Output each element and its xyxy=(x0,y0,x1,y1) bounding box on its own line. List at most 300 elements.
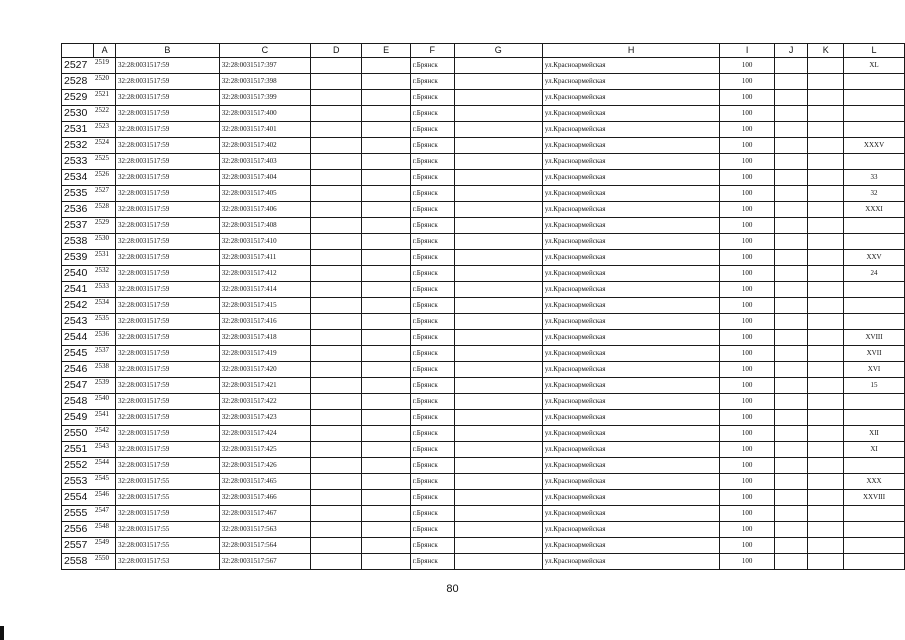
row-number: 2534 xyxy=(62,170,94,186)
cell-i: 100 xyxy=(720,122,774,138)
cell-l xyxy=(844,122,905,138)
table-row xyxy=(62,474,905,490)
cell-h: ул.Красноармейская xyxy=(542,138,720,154)
cell-j xyxy=(774,186,808,202)
cell-f: г.Брянск xyxy=(410,442,454,458)
cell-h: ул.Красноармейская xyxy=(542,282,720,298)
cell-k xyxy=(808,538,844,554)
cell-i: 100 xyxy=(720,282,774,298)
cell-k xyxy=(808,442,844,458)
cell-h: ул.Красноармейская xyxy=(542,554,720,570)
table-row xyxy=(62,74,905,90)
cell-l xyxy=(844,218,905,234)
cell-f: г.Брянск xyxy=(410,298,454,314)
header-column-c: C xyxy=(219,44,310,58)
row-number: 2542 xyxy=(62,298,94,314)
table-row xyxy=(62,506,905,522)
cell-f: г.Брянск xyxy=(410,330,454,346)
table-row xyxy=(62,282,905,298)
cell-a: 2548 xyxy=(94,522,116,538)
cell-l xyxy=(844,538,905,554)
row-number: 2529 xyxy=(62,90,94,106)
cell-h: ул.Красноармейская xyxy=(542,90,720,106)
cell-a: 2524 xyxy=(94,138,116,154)
cell-f: г.Брянск xyxy=(410,74,454,90)
cell-d xyxy=(311,106,362,122)
cell-e xyxy=(362,474,411,490)
cell-j xyxy=(774,154,808,170)
cell-i: 100 xyxy=(720,506,774,522)
cell-j xyxy=(774,330,808,346)
row-number: 2546 xyxy=(62,362,94,378)
cell-l xyxy=(844,554,905,570)
cell-h: ул.Красноармейская xyxy=(542,154,720,170)
cell-c: 32:28:0031517:418 xyxy=(219,330,310,346)
cell-l: XXX xyxy=(844,474,905,490)
cell-i: 100 xyxy=(720,106,774,122)
cell-f: г.Брянск xyxy=(410,538,454,554)
cell-l: 15 xyxy=(844,378,905,394)
cell-d xyxy=(311,154,362,170)
header-column-k: K xyxy=(808,44,844,58)
cell-a: 2544 xyxy=(94,458,116,474)
cell-h: ул.Красноармейская xyxy=(542,298,720,314)
cell-l xyxy=(844,522,905,538)
table-row xyxy=(62,202,905,218)
cell-c: 32:28:0031517:412 xyxy=(219,266,310,282)
cell-j xyxy=(774,378,808,394)
cell-b: 32:28:0031517:59 xyxy=(115,138,219,154)
cell-a: 2547 xyxy=(94,506,116,522)
cell-k xyxy=(808,458,844,474)
table-row xyxy=(62,378,905,394)
cell-k xyxy=(808,106,844,122)
cell-c: 32:28:0031517:466 xyxy=(219,490,310,506)
cell-e xyxy=(362,186,411,202)
cell-j xyxy=(774,346,808,362)
cell-c: 32:28:0031517:410 xyxy=(219,234,310,250)
cell-a: 2532 xyxy=(94,266,116,282)
cell-a: 2530 xyxy=(94,234,116,250)
row-number: 2557 xyxy=(62,538,94,554)
cell-f: г.Брянск xyxy=(410,218,454,234)
cell-f: г.Брянск xyxy=(410,170,454,186)
cell-g xyxy=(454,250,542,266)
cell-b: 32:28:0031517:59 xyxy=(115,154,219,170)
cell-a: 2538 xyxy=(94,362,116,378)
cell-i: 100 xyxy=(720,394,774,410)
table-row xyxy=(62,58,905,74)
cell-k xyxy=(808,426,844,442)
cell-g xyxy=(454,314,542,330)
cell-i: 100 xyxy=(720,90,774,106)
cell-k xyxy=(808,186,844,202)
cell-d xyxy=(311,250,362,266)
cell-j xyxy=(774,266,808,282)
header-column-i: I xyxy=(720,44,774,58)
cell-g xyxy=(454,442,542,458)
cell-g xyxy=(454,346,542,362)
row-number: 2547 xyxy=(62,378,94,394)
table-row xyxy=(62,266,905,282)
cell-k xyxy=(808,410,844,426)
table-row xyxy=(62,346,905,362)
cell-i: 100 xyxy=(720,58,774,74)
cell-e xyxy=(362,138,411,154)
cell-j xyxy=(774,74,808,90)
cell-d xyxy=(311,442,362,458)
row-number: 2545 xyxy=(62,346,94,362)
cell-l: XII xyxy=(844,426,905,442)
cell-i: 100 xyxy=(720,330,774,346)
table-row xyxy=(62,522,905,538)
table-row xyxy=(62,554,905,570)
cell-g xyxy=(454,106,542,122)
row-number: 2549 xyxy=(62,410,94,426)
cell-j xyxy=(774,442,808,458)
cell-f: г.Брянск xyxy=(410,314,454,330)
cell-g xyxy=(454,90,542,106)
cell-b: 32:28:0031517:55 xyxy=(115,490,219,506)
cell-j xyxy=(774,218,808,234)
cell-l xyxy=(844,90,905,106)
cell-h: ул.Красноармейская xyxy=(542,266,720,282)
cell-j xyxy=(774,362,808,378)
cell-h: ул.Красноармейская xyxy=(542,410,720,426)
table-row xyxy=(62,186,905,202)
cell-j xyxy=(774,554,808,570)
cell-e xyxy=(362,250,411,266)
cell-g xyxy=(454,506,542,522)
cell-f: г.Брянск xyxy=(410,394,454,410)
table-row xyxy=(62,154,905,170)
row-number: 2531 xyxy=(62,122,94,138)
cell-c: 32:28:0031517:399 xyxy=(219,90,310,106)
cell-l: XXXV xyxy=(844,138,905,154)
cell-b: 32:28:0031517:59 xyxy=(115,314,219,330)
row-number: 2543 xyxy=(62,314,94,330)
cell-h: ул.Красноармейская xyxy=(542,250,720,266)
cell-h: ул.Красноармейская xyxy=(542,346,720,362)
cell-b: 32:28:0031517:59 xyxy=(115,426,219,442)
cell-f: г.Брянск xyxy=(410,378,454,394)
cell-h: ул.Красноармейская xyxy=(542,362,720,378)
cell-l xyxy=(844,314,905,330)
cell-j xyxy=(774,298,808,314)
cell-f: г.Брянск xyxy=(410,122,454,138)
cell-l xyxy=(844,506,905,522)
cell-j xyxy=(774,138,808,154)
cell-c: 32:28:0031517:564 xyxy=(219,538,310,554)
table-row xyxy=(62,442,905,458)
cell-l: 32 xyxy=(844,186,905,202)
table-row xyxy=(62,122,905,138)
cell-j xyxy=(774,394,808,410)
row-number: 2533 xyxy=(62,154,94,170)
cell-i: 100 xyxy=(720,378,774,394)
cell-b: 32:28:0031517:59 xyxy=(115,202,219,218)
cell-c: 32:28:0031517:406 xyxy=(219,202,310,218)
cell-a: 2523 xyxy=(94,122,116,138)
cell-h: ул.Красноармейская xyxy=(542,218,720,234)
row-number: 2537 xyxy=(62,218,94,234)
cell-g xyxy=(454,266,542,282)
cell-c: 32:28:0031517:425 xyxy=(219,442,310,458)
cell-f: г.Брянск xyxy=(410,154,454,170)
cell-c: 32:28:0031517:421 xyxy=(219,378,310,394)
cell-j xyxy=(774,202,808,218)
cell-b: 32:28:0031517:59 xyxy=(115,58,219,74)
cell-e xyxy=(362,394,411,410)
cell-a: 2546 xyxy=(94,490,116,506)
cell-h: ул.Красноармейская xyxy=(542,122,720,138)
cell-i: 100 xyxy=(720,250,774,266)
cell-j xyxy=(774,410,808,426)
cell-j xyxy=(774,106,808,122)
row-number: 2539 xyxy=(62,250,94,266)
table-row xyxy=(62,218,905,234)
cell-j xyxy=(774,250,808,266)
table-row xyxy=(62,394,905,410)
header-column-e: E xyxy=(362,44,411,58)
cell-h: ул.Красноармейская xyxy=(542,378,720,394)
cell-i: 100 xyxy=(720,138,774,154)
cell-a: 2541 xyxy=(94,410,116,426)
cell-d xyxy=(311,522,362,538)
cell-l: XXXI xyxy=(844,202,905,218)
cell-g xyxy=(454,394,542,410)
table-row xyxy=(62,314,905,330)
cell-h: ул.Красноармейская xyxy=(542,426,720,442)
cell-d xyxy=(311,74,362,90)
row-number: 2556 xyxy=(62,522,94,538)
cell-j xyxy=(774,282,808,298)
row-number: 2538 xyxy=(62,234,94,250)
cell-d xyxy=(311,474,362,490)
cell-e xyxy=(362,202,411,218)
cell-l xyxy=(844,394,905,410)
cell-l: XL xyxy=(844,58,905,74)
cell-g xyxy=(454,522,542,538)
cell-f: г.Брянск xyxy=(410,282,454,298)
cell-k xyxy=(808,346,844,362)
cell-l xyxy=(844,282,905,298)
cell-c: 32:28:0031517:424 xyxy=(219,426,310,442)
cell-e xyxy=(362,282,411,298)
cell-k xyxy=(808,266,844,282)
cell-f: г.Брянск xyxy=(410,186,454,202)
cell-k xyxy=(808,90,844,106)
cell-h: ул.Красноармейская xyxy=(542,538,720,554)
cell-g xyxy=(454,170,542,186)
cell-h: ул.Красноармейская xyxy=(542,170,720,186)
cell-i: 100 xyxy=(720,538,774,554)
cell-d xyxy=(311,458,362,474)
cell-k xyxy=(808,170,844,186)
cell-f: г.Брянск xyxy=(410,202,454,218)
cell-d xyxy=(311,426,362,442)
cell-a: 2542 xyxy=(94,426,116,442)
cell-k xyxy=(808,154,844,170)
table-row xyxy=(62,106,905,122)
cell-a: 2539 xyxy=(94,378,116,394)
cell-b: 32:28:0031517:53 xyxy=(115,554,219,570)
cell-k xyxy=(808,218,844,234)
cell-d xyxy=(311,410,362,426)
cell-c: 32:28:0031517:415 xyxy=(219,298,310,314)
cell-g xyxy=(454,298,542,314)
cell-a: 2528 xyxy=(94,202,116,218)
cell-g xyxy=(454,490,542,506)
cell-k xyxy=(808,474,844,490)
cell-b: 32:28:0031517:59 xyxy=(115,74,219,90)
cell-k xyxy=(808,378,844,394)
cell-b: 32:28:0031517:59 xyxy=(115,330,219,346)
cell-a: 2531 xyxy=(94,250,116,266)
cell-i: 100 xyxy=(720,170,774,186)
cell-g xyxy=(454,362,542,378)
row-number: 2540 xyxy=(62,266,94,282)
cell-k xyxy=(808,298,844,314)
cell-l xyxy=(844,106,905,122)
cell-l: 24 xyxy=(844,266,905,282)
cell-j xyxy=(774,314,808,330)
cell-e xyxy=(362,554,411,570)
cell-h: ул.Красноармейская xyxy=(542,234,720,250)
cell-d xyxy=(311,538,362,554)
row-number: 2551 xyxy=(62,442,94,458)
cell-c: 32:28:0031517:408 xyxy=(219,218,310,234)
cell-a: 2520 xyxy=(94,74,116,90)
cell-g xyxy=(454,554,542,570)
cell-i: 100 xyxy=(720,522,774,538)
cell-e xyxy=(362,522,411,538)
cell-h: ул.Красноармейская xyxy=(542,394,720,410)
cell-l xyxy=(844,410,905,426)
cell-a: 2543 xyxy=(94,442,116,458)
cell-f: г.Брянск xyxy=(410,266,454,282)
cell-a: 2536 xyxy=(94,330,116,346)
table-row xyxy=(62,170,905,186)
row-number: 2527 xyxy=(62,58,94,74)
cell-g xyxy=(454,234,542,250)
cell-k xyxy=(808,58,844,74)
cell-b: 32:28:0031517:59 xyxy=(115,378,219,394)
cell-k xyxy=(808,202,844,218)
cell-h: ул.Красноармейская xyxy=(542,506,720,522)
scan-edge-mark xyxy=(0,626,4,640)
cell-j xyxy=(774,58,808,74)
row-number: 2536 xyxy=(62,202,94,218)
cell-d xyxy=(311,506,362,522)
cell-a: 2529 xyxy=(94,218,116,234)
cell-e xyxy=(362,330,411,346)
cell-e xyxy=(362,346,411,362)
cell-h: ул.Красноармейская xyxy=(542,330,720,346)
cell-d xyxy=(311,490,362,506)
cell-k xyxy=(808,250,844,266)
cell-f: г.Брянск xyxy=(410,346,454,362)
cell-d xyxy=(311,554,362,570)
cell-g xyxy=(454,330,542,346)
cell-i: 100 xyxy=(720,554,774,570)
cell-l xyxy=(844,74,905,90)
cell-d xyxy=(311,282,362,298)
cell-i: 100 xyxy=(720,458,774,474)
cell-c: 32:28:0031517:423 xyxy=(219,410,310,426)
cell-b: 32:28:0031517:59 xyxy=(115,362,219,378)
cell-i: 100 xyxy=(720,266,774,282)
header-column-f: F xyxy=(410,44,454,58)
cell-h: ул.Красноармейская xyxy=(542,522,720,538)
cell-g xyxy=(454,202,542,218)
cell-i: 100 xyxy=(720,442,774,458)
cell-k xyxy=(808,522,844,538)
cell-e xyxy=(362,426,411,442)
cell-f: г.Брянск xyxy=(410,106,454,122)
cell-i: 100 xyxy=(720,426,774,442)
cell-f: г.Брянск xyxy=(410,362,454,378)
table-row xyxy=(62,330,905,346)
row-number: 2528 xyxy=(62,74,94,90)
cell-g xyxy=(454,426,542,442)
cell-f: г.Брянск xyxy=(410,474,454,490)
cell-d xyxy=(311,346,362,362)
cell-c: 32:28:0031517:405 xyxy=(219,186,310,202)
cell-l: XXV xyxy=(844,250,905,266)
table-row xyxy=(62,362,905,378)
cell-b: 32:28:0031517:59 xyxy=(115,106,219,122)
cell-c: 32:28:0031517:422 xyxy=(219,394,310,410)
cell-f: г.Брянск xyxy=(410,506,454,522)
cell-b: 32:28:0031517:59 xyxy=(115,298,219,314)
cell-e xyxy=(362,298,411,314)
cell-g xyxy=(454,74,542,90)
cell-l xyxy=(844,458,905,474)
cell-g xyxy=(454,218,542,234)
cell-g xyxy=(454,122,542,138)
cell-c: 32:28:0031517:404 xyxy=(219,170,310,186)
cell-a: 2522 xyxy=(94,106,116,122)
cell-j xyxy=(774,426,808,442)
row-number: 2553 xyxy=(62,474,94,490)
row-number: 2541 xyxy=(62,282,94,298)
cell-c: 32:28:0031517:411 xyxy=(219,250,310,266)
cell-l: XVIII xyxy=(844,330,905,346)
cell-i: 100 xyxy=(720,346,774,362)
cell-d xyxy=(311,234,362,250)
cell-h: ул.Красноармейская xyxy=(542,58,720,74)
table-row xyxy=(62,410,905,426)
cell-d xyxy=(311,58,362,74)
table-row xyxy=(62,234,905,250)
cell-l xyxy=(844,298,905,314)
table-row xyxy=(62,138,905,154)
cell-i: 100 xyxy=(720,362,774,378)
cell-k xyxy=(808,490,844,506)
cell-k xyxy=(808,394,844,410)
cell-d xyxy=(311,170,362,186)
cell-i: 100 xyxy=(720,202,774,218)
cell-g xyxy=(454,458,542,474)
cell-b: 32:28:0031517:55 xyxy=(115,522,219,538)
row-number: 2532 xyxy=(62,138,94,154)
cell-a: 2550 xyxy=(94,554,116,570)
table-row xyxy=(62,250,905,266)
cell-f: г.Брянск xyxy=(410,138,454,154)
cell-l: XVII xyxy=(844,346,905,362)
cell-e xyxy=(362,58,411,74)
